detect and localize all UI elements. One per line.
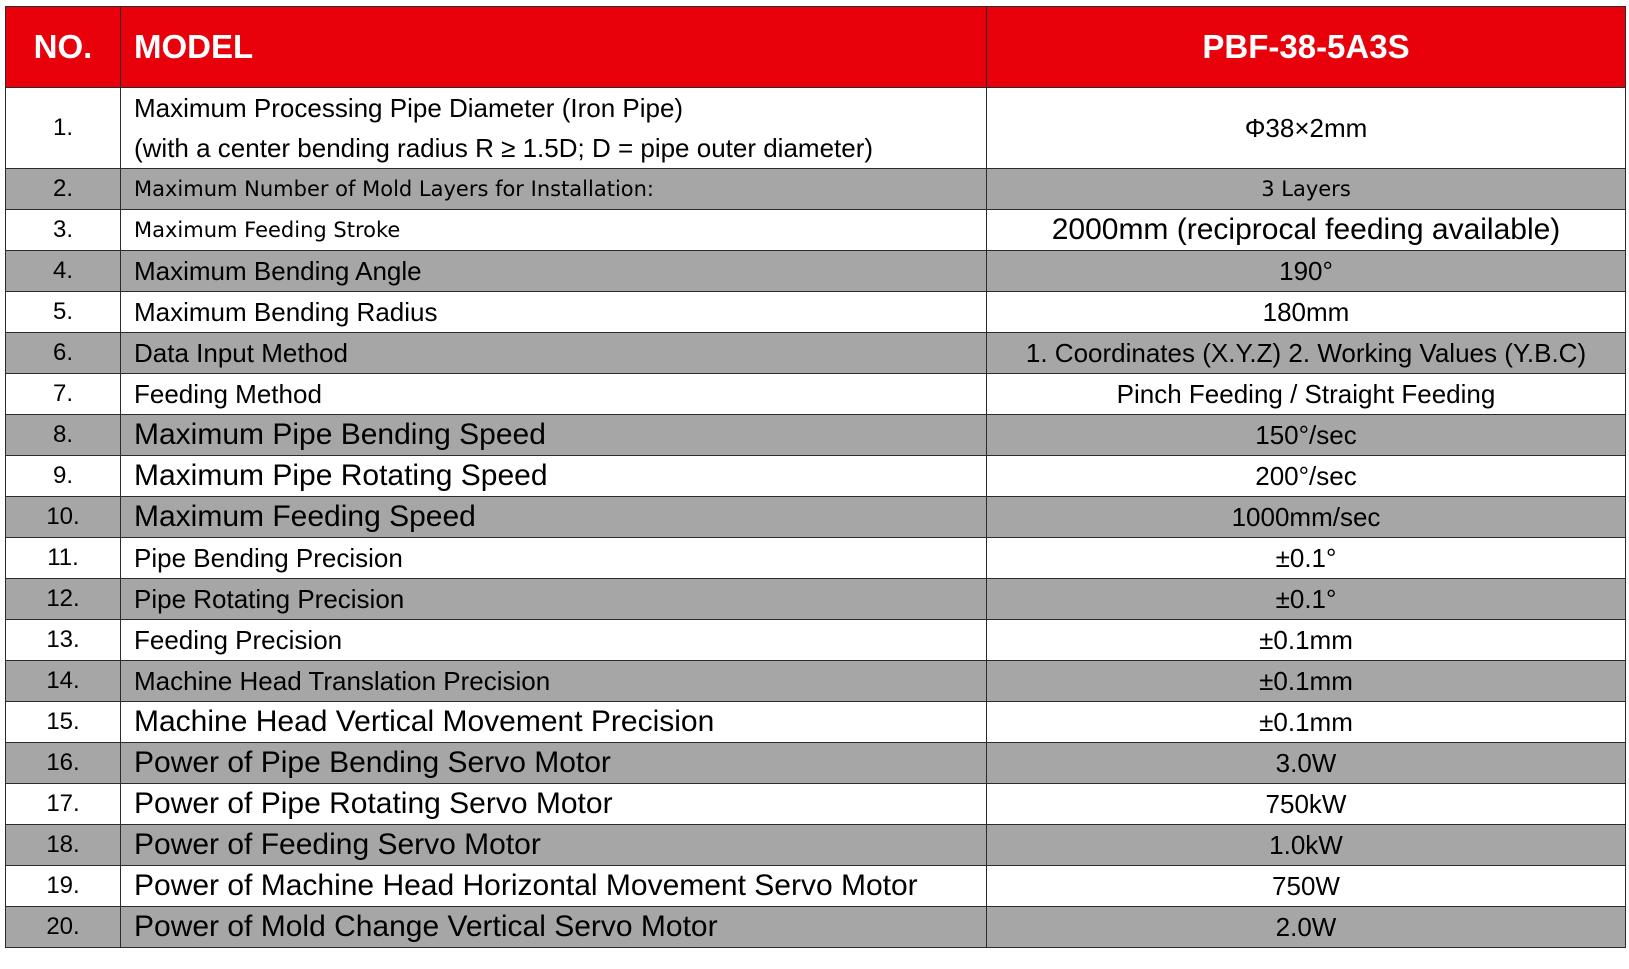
row-number: 9. [6, 456, 121, 497]
row-number: 20. [6, 907, 121, 948]
row-number: 15. [6, 702, 121, 743]
table-row [6, 784, 1626, 825]
header-model-value: PBF-38-5A3S [987, 7, 1626, 88]
row-item: Pipe Bending Precision [121, 538, 987, 579]
row-number: 10. [6, 497, 121, 538]
table-header [6, 7, 1626, 88]
row-item: Power of Pipe Rotating Servo Motor [121, 784, 987, 825]
row-number: 16. [6, 743, 121, 784]
spec-sheet [5, 6, 1626, 969]
table-row [6, 907, 1626, 948]
row-item: Maximum Pipe Rotating Speed [121, 456, 987, 497]
table-row [6, 538, 1626, 579]
table-row [6, 620, 1626, 661]
table-row [6, 333, 1626, 374]
row-value: 2000mm (reciprocal feeding available) [987, 210, 1626, 251]
row-value: ±0.1° [987, 579, 1626, 620]
row-item: Maximum Number of Mold Layers for Installation: [121, 169, 987, 210]
row-number: 14. [6, 661, 121, 702]
row-item: Feeding Method [121, 374, 987, 415]
row-value: 1000mm/sec [987, 497, 1626, 538]
row-item: Feeding Precision [121, 620, 987, 661]
spec-table [5, 6, 1626, 948]
row-item: Machine Head Translation Precision [121, 661, 987, 702]
table-row [6, 88, 1626, 169]
row-value: ±0.1mm [987, 620, 1626, 661]
row-number: 17. [6, 784, 121, 825]
row-number: 8. [6, 415, 121, 456]
table-row [6, 415, 1626, 456]
table-row [6, 374, 1626, 415]
row-value: 200°/sec [987, 456, 1626, 497]
table-row [6, 497, 1626, 538]
table-row [6, 579, 1626, 620]
row-item: Maximum Pipe Bending Speed [121, 415, 987, 456]
row-number: 1. [6, 88, 121, 169]
row-value: 180mm [987, 292, 1626, 333]
row-number: 2. [6, 169, 121, 210]
row-item: Pipe Rotating Precision [121, 579, 987, 620]
row-number: 5. [6, 292, 121, 333]
row-item: Power of Mold Change Vertical Servo Motor [121, 907, 987, 948]
header-model: MODEL [121, 7, 987, 88]
row-number: 6. [6, 333, 121, 374]
row-value: Pinch Feeding / Straight Feeding [987, 374, 1626, 415]
row-number: 13. [6, 620, 121, 661]
row-item: Maximum Bending Angle [121, 251, 987, 292]
table-row [6, 743, 1626, 784]
row-number: 3. [6, 210, 121, 251]
row-value: ±0.1mm [987, 702, 1626, 743]
row-number: 4. [6, 251, 121, 292]
table-row [6, 169, 1626, 210]
row-value: 2.0W [987, 907, 1626, 948]
row-number: 12. [6, 579, 121, 620]
row-value: 1.0kW [987, 825, 1626, 866]
row-item: Power of Machine Head Horizontal Movement Servo Motor [121, 866, 987, 907]
row-number: 18. [6, 825, 121, 866]
table-row [6, 456, 1626, 497]
row-value: 1. Coordinates (X.Y.Z) 2. Working Values (Y.B.C) [987, 333, 1626, 374]
row-item: Power of Pipe Bending Servo Motor [121, 743, 987, 784]
row-number: 11. [6, 538, 121, 579]
row-value: 150°/sec [987, 415, 1626, 456]
row-item: Maximum Feeding Speed [121, 497, 987, 538]
header-no: NO. [6, 7, 121, 88]
table-row [6, 210, 1626, 251]
table-body [6, 88, 1626, 948]
table-row [6, 251, 1626, 292]
row-number: 19. [6, 866, 121, 907]
row-item: Maximum Bending Radius [121, 292, 987, 333]
row-value: 750kW [987, 784, 1626, 825]
table-row [6, 866, 1626, 907]
row-item-line: Maximum Processing Pipe Diameter (Iron Pipe) [134, 93, 684, 123]
row-item: Data Input Method [121, 333, 987, 374]
row-value: 3.0W [987, 743, 1626, 784]
table-row [6, 661, 1626, 702]
row-item: Maximum Feeding Stroke [121, 210, 987, 251]
row-value: 3 Layers [987, 169, 1626, 210]
table-row [6, 292, 1626, 333]
row-value: 190° [987, 251, 1626, 292]
table-row [6, 702, 1626, 743]
row-value: Φ38×2mm [987, 88, 1626, 169]
row-value: ±0.1° [987, 538, 1626, 579]
row-item: Power of Feeding Servo Motor [121, 825, 987, 866]
row-item [121, 88, 987, 169]
row-item-line: (with a center bending radius R ≥ 1.5D; D = pipe outer diameter) [134, 133, 874, 163]
table-row [6, 825, 1626, 866]
row-value: ±0.1mm [987, 661, 1626, 702]
row-value: 750W [987, 866, 1626, 907]
row-number: 7. [6, 374, 121, 415]
row-item: Machine Head Vertical Movement Precision [121, 702, 987, 743]
